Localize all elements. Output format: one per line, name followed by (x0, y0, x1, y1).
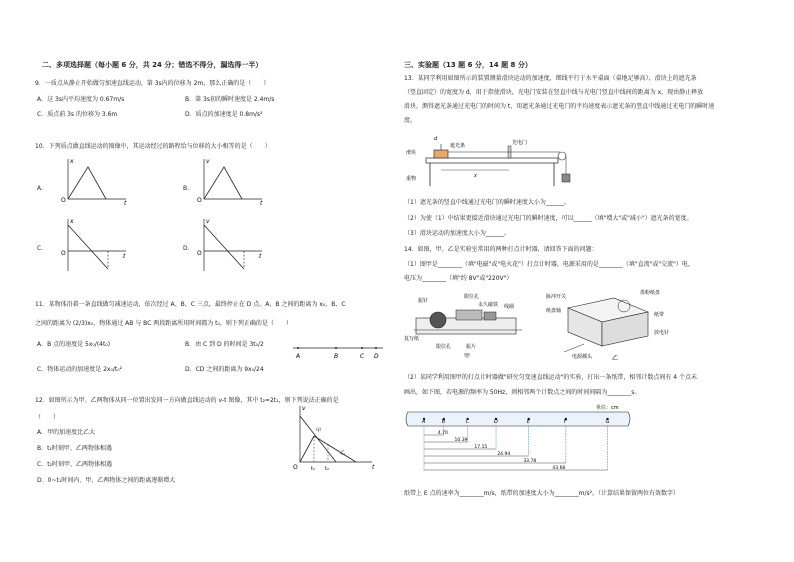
q11-option-d: D．CD 之间的距离为 9x₀/24 (185, 366, 264, 373)
q14-jia-label-vib: 振针 (418, 298, 429, 304)
q14-paper-tape (404, 402, 634, 482)
tape-point-label-B: B (441, 419, 446, 425)
q12-option-c: C．t₂时刻甲、乙两物体相遇 (37, 461, 112, 468)
q11-point-b: B (334, 353, 339, 360)
tape-point-label-C: C (465, 419, 470, 425)
tape-point-label-D: D (494, 419, 498, 425)
q11-option-b: B．由 C 到 D 的时间是 3t₀/2 (185, 341, 264, 348)
q14-jia-label-tape1: 限位孔 (464, 294, 480, 300)
tape-distance-label-D: 17.15 (474, 445, 488, 450)
q14-jia-caption: 甲 (464, 353, 471, 360)
q10b-axis-v: v (206, 158, 210, 165)
q13-stem-line1: 13．某同学利用如图所示的装置测量滑块运动的加速度，细线平行于水平桌面（桌地足够高），滑块上的遮光条 (404, 75, 697, 82)
q12-label-jia: 甲 (316, 428, 322, 434)
q12-stem-line2: （ ） (35, 414, 60, 421)
q10d-origin: O (197, 250, 202, 257)
q14-tape-unit: 单位：cm (596, 405, 619, 411)
q11-stem-line2: 之间的距离为 (2/3)x₀，物体通过 AB 与 BC 两段距离所用时间都为 t₀，则下列正确的是（ ） (35, 320, 292, 327)
q12-label-yi: 乙 (340, 450, 346, 456)
q14-timer-yi-figure (544, 286, 694, 362)
q14-part2-line1: （2）某同学利用图甲的打点计时器做"研究匀变速直线运动"的实验，打出一条纸带，相邻计数点间有 4 个点未 (404, 374, 697, 381)
q9-option-c: C．质点前 3s 的位移为 3.6m (37, 111, 118, 118)
q9-option-a: A．这 3s内平均速度为 0.67m/s (37, 96, 125, 103)
q11-stem-line1: 11．某物体沿着一条直线做匀减速运动，依次经过 A、B、C 三点，最终停止在 D 点。A、B 之间的距离为 x₀，B、C (35, 301, 346, 308)
q14-yi-label-spark: 放电针 (654, 330, 670, 336)
q14-yi-label-pulse: 脉冲开关 (546, 294, 567, 300)
tape-distance-label-C: 10.39 (454, 438, 468, 443)
tape-point-label-G: G (605, 419, 610, 425)
q10-graph-d (196, 215, 266, 275)
q13-fig-slider: 滑块 (406, 150, 417, 156)
q14-yi-label-tape: 纸带 (654, 312, 665, 318)
q13-fig-bar: 遮光条 (450, 143, 466, 149)
q12-stem-line1: 12．如图所示为甲、乙两物体从同一位置出发同一方向做直线运动的 v-t 图像，其中 t₂=2t₁，则下列说法正确的是 (35, 397, 339, 404)
q14-yi-label-ink: 墨粉纸盘 (640, 290, 661, 296)
tape-distance-label-B: 4.70 (437, 431, 448, 436)
q13-stem-line3: 滑块，测得遮光条通过光电门的时间为 t，用遮光条通过光电门的平均速度表示遮光条的竖直中线通过光电门的瞬时速 (404, 103, 715, 110)
q13-fig-x: x (474, 173, 477, 179)
q10-graph-c (60, 215, 130, 275)
q10-label-d: D． (183, 245, 194, 252)
tape-distance-label-F: 33.78 (523, 459, 537, 464)
q14-yi-label-plug: 电源插头 (572, 354, 593, 360)
q14-jia-label-tape2: 复写纸 (404, 336, 420, 342)
q11-option-c: C．物体运动的加速度是 2x₀/t₀² (37, 366, 123, 373)
q10a-axis-x: x (70, 158, 74, 165)
q14-jia-label-hole: 限位孔 (436, 344, 452, 350)
q12-axis-t: t (372, 464, 375, 471)
q10a-axis-t: t (124, 200, 127, 205)
tape-point-label-E: E (526, 419, 530, 425)
q10-label-c: C． (37, 245, 48, 252)
q10c-axis-x: x (70, 218, 74, 225)
q14-yi-label-paper: 纸盘轴 (546, 308, 562, 314)
q13-part2: （2）为使（1）中结果更接近滑块通过光电门的瞬时速度，可以______（填"增大"或"减小"）遮光条的宽度。 (404, 215, 693, 222)
q13-stem-line2: （竖直固定）的宽度为 d，用于指使滑块，光电门安装在竖直中线与光电门竖直中线间的距离为 x，现由静止释放 (404, 89, 704, 96)
q10-stem: 10．下列质点做直线运动的图像中，其运动经过的路程恰与位移的大小相等的是（ ） (35, 143, 271, 150)
q14-yi-caption: 乙 (612, 355, 619, 362)
q12-option-b: B．t₁时刻甲、乙两物体相遇 (37, 445, 112, 452)
q14-jia-label-coil: 线圈 (504, 304, 515, 310)
q10-graph-a (60, 155, 130, 205)
q12-vt-graph (292, 402, 378, 474)
q12-axis-v: v (302, 405, 306, 412)
q10-graph-b (196, 155, 266, 205)
section-title-experiment: 三、实验题（13 题 6 分，14 题 8 分） (404, 61, 532, 69)
q10c-origin: O (61, 250, 66, 257)
q10-label-a: A． (37, 185, 48, 192)
tape-point-label-A: A (422, 419, 426, 425)
q14-part1b: 电压为________（填"约 8V"或"220V"） (404, 275, 513, 282)
tape-distance-label-G: 43.68 (552, 466, 566, 471)
q10d-axis-v: v (206, 218, 210, 225)
q9-stem: 9．一质点从静止开始做匀加速直线运动，第 3s内的位移为 2m，那么正确的是（ ） (35, 80, 270, 87)
tape-point-label-F: F (563, 419, 567, 425)
section-title-multiple-choice: 二、多项选择题（每小题 6 分，共 24 分；错选不得分，漏选得一半） (42, 61, 263, 69)
q11-point-a: A (296, 353, 301, 360)
q14-jia-label-plate: 振片 (466, 344, 477, 350)
q13-part3: （3）滑块运动的加速度大小为______。 (404, 230, 510, 237)
q9-option-d: D．质点的加速度是 0.8m/s² (185, 111, 263, 118)
q13-fig-d: d (434, 136, 438, 142)
q10b-origin: O (197, 197, 202, 204)
tape-distance-label-E: 24.94 (497, 452, 511, 457)
q12-t2: t₂ (325, 466, 329, 472)
q10b-axis-t: t (260, 200, 263, 205)
q12-option-d: D．0~t₁时间内，甲、乙两物体之间的距离逐渐增大 (37, 477, 176, 484)
q14-timer-jia-figure (404, 290, 534, 360)
q13-apparatus-figure (404, 130, 594, 190)
q13-fig-gate: 光电门 (512, 140, 528, 146)
q11-point-c: C (360, 353, 365, 360)
q12-t1: t₁ (311, 466, 315, 472)
q12-option-a: A．甲的加速度比乙大 (37, 429, 96, 436)
q14-jia-label-magnet: 永久磁铁 (478, 302, 499, 308)
q14-part1: （1）图甲是________（填"电磁"或"电火花"）打点计时器，电源采用的是________（填"直流"或"交流"）电， (404, 261, 694, 268)
q14-stem: 14．如图，甲、乙是实验室常用的两种打点计时器，请回答下面的问题： (404, 246, 598, 253)
q11-point-d: D (374, 353, 379, 360)
q10a-origin: O (61, 197, 66, 204)
q14-part3: 纸带上 E 点的速率为________m/s，纸带的加速度大小为________m/s²。（计算结果保留两位有效数字） (404, 490, 679, 497)
q10-label-b: B． (183, 185, 194, 192)
q9-option-b: B．第 3s初的瞬时速度是 2.4m/s (185, 96, 275, 103)
q12-origin: O (293, 464, 298, 471)
q13-fig-weight: 重物 (406, 176, 417, 182)
q10c-axis-t: t (123, 253, 126, 260)
q11-option-a: A．B 点的速度是 5x₀/(4t₀) (37, 341, 111, 348)
q11-number-line (288, 340, 388, 360)
q14-part2-line2: 画出，如下图，若电源的频率为 50Hz，则相邻两个计数点之间的时间间隔为________s。 (404, 389, 641, 396)
q13-part1: （1）遮光条的竖直中线通过光电门的瞬时速度大小为______。 (404, 199, 570, 206)
q10d-axis-t: t (259, 253, 262, 260)
q13-stem-line4: 度。 (404, 117, 417, 124)
